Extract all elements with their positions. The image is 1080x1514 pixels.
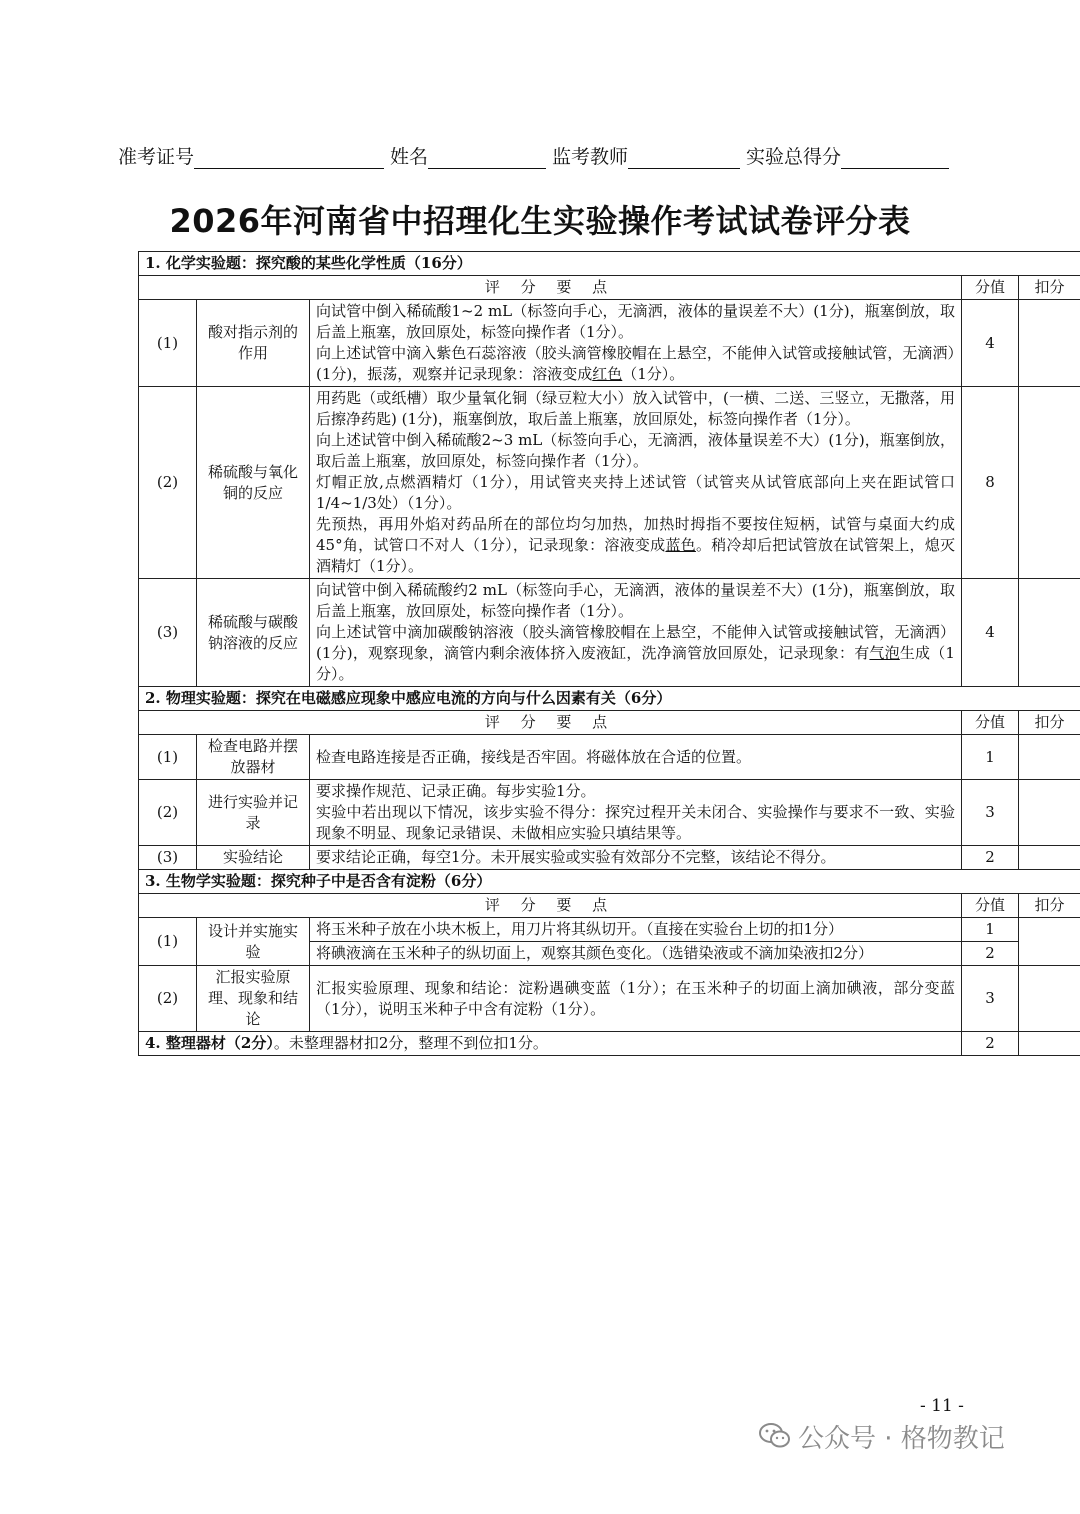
biology-section-title: 3. 生物学实验题：探究种子中是否含有淀粉（6分） bbox=[139, 870, 1080, 894]
item-score: 3 bbox=[962, 966, 1019, 1032]
item-description: 用药匙（或纸槽）取少量氧化铜（绿豆粒大小）放入试管中，(一横、二送、三竖立，无撒落，用后擦净药匙) (1分)，瓶塞倒放，取后盖上瓶塞，放回原处，标签向操作者（1分）。 向上述试管中倒入稀硫酸2~3 mL（标签向手心，无滴洒，液体量误差不大）(1分)，瓶塞倒放，取后盖上瓶塞，放回原处，标签向操作者（1分）。 灯帽正放,点燃酒精灯（1分），用试管夹夹持上述试管（试管夹从试管底部向上夹在距试管口1/4~1/3处）（1分）。 先预热，再用外焰对药品所在的部位均匀加热，加热时拇指不要按住短柄，试管与桌面大约成45°角，试管口不对人（1分），记录现象：溶液变成蓝色。稍冷却后把试管放在试管架上，熄灭酒精灯（1分）。 bbox=[310, 387, 962, 579]
teacher-label: 监考教师 bbox=[552, 146, 629, 168]
id-blank[interactable] bbox=[194, 148, 384, 169]
item-number: (2) bbox=[139, 966, 197, 1032]
header-row bbox=[139, 276, 1080, 300]
table-row bbox=[139, 966, 1080, 1032]
points-header: 评 分 要 点 bbox=[139, 276, 962, 300]
total-score-blank[interactable] bbox=[841, 148, 949, 169]
item-description: 向试管中倒入稀硫酸约2 mL（标签向手心，无滴洒，液体的量误差不大）(1分)，瓶塞倒放，取后盖上瓶塞，放回原处，标签向操作者（1分）。 向上述试管中滴加碳酸钠溶液（胶头滴管橡胶帽在上悬空，不能伸入试管或接触试管，无滴洒）(1分)，观察现象，滴管内剩余液体挤入废液缸，洗净滴管放回原处，记录现象：有气泡生成（1分）。 bbox=[310, 579, 962, 687]
item-name: 稀硫酸与碳酸钠溶液的反应 bbox=[197, 579, 310, 687]
points-header: 评 分 要 点 bbox=[139, 711, 962, 735]
points-header: 评 分 要 点 bbox=[139, 894, 962, 918]
name-blank[interactable] bbox=[428, 148, 546, 169]
item-score: 1 bbox=[962, 735, 1019, 780]
deduct-cell[interactable] bbox=[1019, 918, 1080, 966]
item-score: 2 bbox=[962, 1032, 1019, 1056]
header-row bbox=[139, 894, 1080, 918]
section-row bbox=[139, 252, 1080, 276]
item-description: 向试管中倒入稀硫酸1~2 mL（标签向手心，无滴洒，液体的量误差不大）(1分)，瓶塞倒放，取后盖上瓶塞，放回原处，标签向操作者（1分）。 向上述试管中滴入紫色石蕊溶液（胶头滴管橡胶帽在上悬空，不能伸入试管或接触试管，无滴洒）(1分)，振荡，观察并记录现象：溶液变成红色（1分）。 bbox=[310, 300, 962, 387]
table-row bbox=[139, 780, 1080, 846]
deduct-cell[interactable] bbox=[1019, 966, 1080, 1032]
header-row bbox=[139, 711, 1080, 735]
item-description: 汇报实验原理、现象和结论：淀粉遇碘变蓝（1分）；在玉米种子的切面上滴加碘液，部分变蓝（1分），说明玉米种子中含有淀粉（1分）。 bbox=[310, 966, 962, 1032]
item-number: (2) bbox=[139, 387, 197, 579]
item-name: 稀硫酸与氧化铜的反应 bbox=[197, 387, 310, 579]
item-name: 汇报实验原理、现象和结论 bbox=[197, 966, 310, 1032]
item-description: 将碘液滴在玉米种子的纵切面上，观察其颜色变化。（选错染液或不滴加染液扣2分） bbox=[310, 942, 962, 966]
deduct-cell[interactable] bbox=[1019, 780, 1080, 846]
table-row bbox=[139, 1032, 1080, 1056]
item-score: 1 bbox=[962, 918, 1019, 942]
section-row bbox=[139, 870, 1080, 894]
teacher-blank[interactable] bbox=[628, 148, 740, 169]
deduct-header: 扣分 bbox=[1019, 894, 1080, 918]
item-description: 要求操作规范、记录正确。每步实验1分。 实验中若出现以下情况，该步实验不得分：探究过程开关未闭合、实验操作与要求不一致、实验现象不明显、现象记录错误、未做相应实验只填结果等。 bbox=[310, 780, 962, 846]
answer-underline: 红色 bbox=[592, 365, 623, 383]
deduct-cell[interactable] bbox=[1019, 387, 1080, 579]
item-description: 将玉米种子放在小块木板上，用刀片将其纵切开。（直接在实验台上切的扣1分） bbox=[310, 918, 962, 942]
page-title: 2026年河南省中招理化生实验操作考试试卷评分表 bbox=[169, 202, 911, 240]
deduct-cell[interactable] bbox=[1019, 300, 1080, 387]
watermark-text: 公众号 · 格物教记 bbox=[798, 1424, 1005, 1454]
item-score: 2 bbox=[962, 846, 1019, 870]
table-row bbox=[139, 846, 1080, 870]
item-number: (1) bbox=[139, 300, 197, 387]
item-name: 设计并实施实验 bbox=[197, 918, 310, 966]
item-number: (3) bbox=[139, 846, 197, 870]
organize-desc: 。未整理器材扣2分，整理不到位扣1分。 bbox=[273, 1034, 548, 1052]
item-name: 检查电路并摆放器材 bbox=[197, 735, 310, 780]
table-row bbox=[139, 735, 1080, 780]
chemistry-section-title: 1. 化学实验题：探究酸的某些化学性质（16分） bbox=[139, 252, 1080, 276]
deduct-cell[interactable] bbox=[1019, 579, 1080, 687]
table-row bbox=[139, 387, 1080, 579]
candidate-info-line bbox=[118, 142, 978, 169]
item-score: 4 bbox=[962, 300, 1019, 387]
deduct-header: 扣分 bbox=[1019, 711, 1080, 735]
item-number: (1) bbox=[139, 735, 197, 780]
watermark bbox=[758, 1418, 1005, 1458]
item-score: 2 bbox=[962, 942, 1019, 966]
item-name: 酸对指示剂的作用 bbox=[197, 300, 310, 387]
table-row bbox=[139, 579, 1080, 687]
scoring-table bbox=[138, 251, 1080, 1056]
table-row bbox=[139, 918, 1080, 942]
id-label: 准考证号 bbox=[118, 146, 195, 168]
organize-row bbox=[139, 1032, 962, 1056]
answer-underline: 气泡 bbox=[869, 644, 900, 662]
answer-underline: 蓝色 bbox=[665, 536, 696, 554]
page-number: - 11 - bbox=[920, 1396, 964, 1416]
item-description: 检查电路连接是否正确，接线是否牢固。将磁体放在合适的位置。 bbox=[310, 735, 962, 780]
item-number: (2) bbox=[139, 780, 197, 846]
deduct-header: 扣分 bbox=[1019, 276, 1080, 300]
item-score: 8 bbox=[962, 387, 1019, 579]
physics-section-title: 2. 物理实验题：探究在电磁感应现象中感应电流的方向与什么因素有关（6分） bbox=[139, 687, 1080, 711]
total-score-label: 实验总得分 bbox=[746, 146, 842, 168]
score-header: 分值 bbox=[962, 894, 1019, 918]
table-row bbox=[139, 300, 1080, 387]
organize-title: 4. 整理器材（2分） bbox=[145, 1034, 274, 1052]
item-number: (3) bbox=[139, 579, 197, 687]
name-label: 姓名 bbox=[390, 146, 429, 168]
item-score: 3 bbox=[962, 780, 1019, 846]
item-number: (1) bbox=[139, 918, 197, 966]
item-score: 4 bbox=[962, 579, 1019, 687]
score-header: 分值 bbox=[962, 276, 1019, 300]
item-name: 进行实验并记录 bbox=[197, 780, 310, 846]
deduct-cell[interactable] bbox=[1019, 846, 1080, 870]
deduct-cell[interactable] bbox=[1019, 1032, 1080, 1056]
deduct-cell[interactable] bbox=[1019, 735, 1080, 780]
item-description: 要求结论正确，每空1分。未开展实验或实验有效部分不完整，该结论不得分。 bbox=[310, 846, 962, 870]
wechat-icon bbox=[758, 1421, 792, 1458]
item-name: 实验结论 bbox=[197, 846, 310, 870]
section-row bbox=[139, 687, 1080, 711]
score-header: 分值 bbox=[962, 711, 1019, 735]
